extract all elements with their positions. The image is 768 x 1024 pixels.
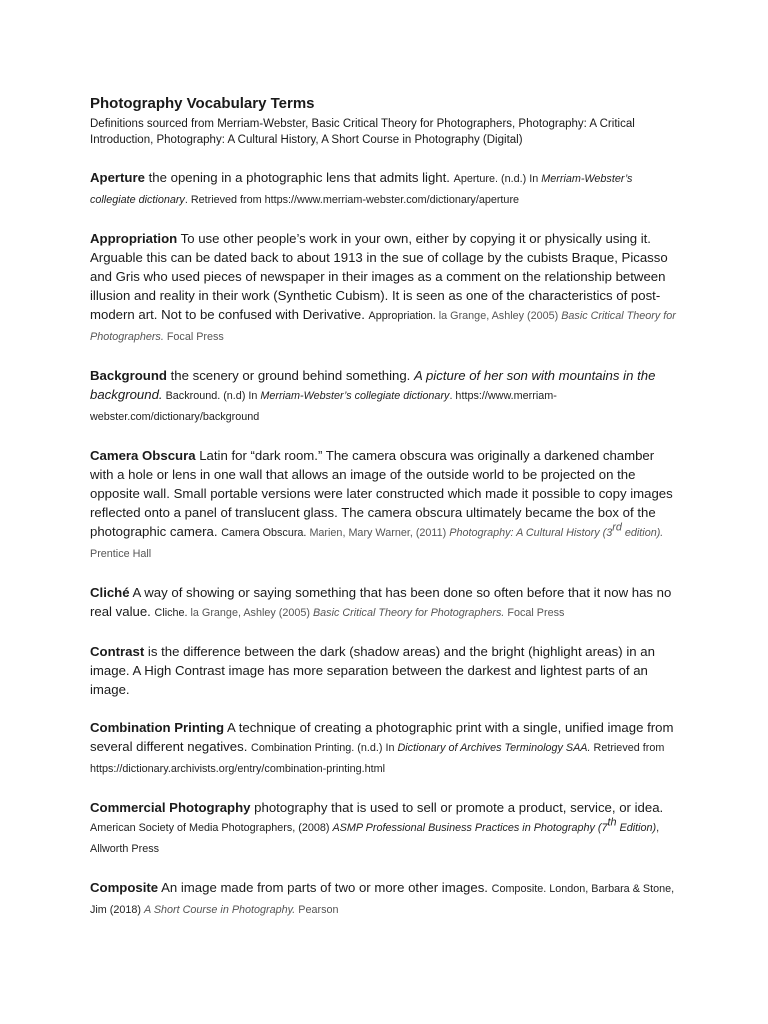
citation-commercial-photography-a: American Society of Media Photographers, (2008) [90,822,333,834]
citation-combination-printing-b: Dictionary of Archives Terminology SAA. [397,742,591,754]
citation-camera-obscura-a: Camera Obscura. [221,527,310,539]
definition-background: the scenery or ground behind something. [166,368,414,383]
entry-cliche [90,583,680,623]
citation-aperture-b: Merriam-Webster’s collegiate dictionary [90,173,633,206]
citation-appropriation-c: Basic Critical Theory for Photographers. [90,310,676,343]
document-title: Photography Vocabulary Terms [90,95,315,112]
entry-composite [90,878,680,920]
citation-aperture-c: . Retrieved from https://www.merriam-webster.com/dictionary/aperture [184,194,520,206]
term-commercial-photography: Commercial Photography [90,800,251,815]
citation-background-b: Merriam-Webster’s collegiate dictionary [260,390,450,402]
document-subtitle: Definitions sourced from Merriam-Webster, Basic Critical Theory for Photographers, Photography: A Critical Introduction, Photography: A Cultural History, A Short Course in Photography (Digital) [90,118,635,146]
citation-appropriation-a: Appropriation. [368,310,439,322]
citation-camera-obscura-b: Marien, Mary Warner, (2011) [309,527,450,539]
term-cliche: Cliché [90,585,130,600]
term-background: Background [90,368,167,383]
citation-commercial-photography-c: Edition) [616,822,657,834]
citation-camera-obscura-c: Photography: A Cultural History (3 [449,527,613,539]
definition-aperture: the opening in a photographic lens that admits light. [144,170,454,185]
definition-composite: An image made from parts of two or more other images. [158,880,492,895]
document-body [90,94,680,920]
entry-commercial-photography [90,798,680,859]
citation-commercial-photography-sup: th [607,816,617,829]
entry-contrast [90,642,680,699]
citation-camera-obscura-d: edition). [621,527,664,539]
entry-combination-printing [90,718,680,779]
citation-cliche-a: Cliche. [154,607,191,619]
citation-camera-obscura-sup: rd [612,521,622,534]
citation-camera-obscura-e: Prentice Hall [90,548,152,560]
entry-aperture [90,168,680,210]
entry-appropriation [90,229,680,347]
citation-cliche-b: la Grange, Ashley (2005) [190,607,313,619]
term-composite: Composite [90,880,159,895]
citation-commercial-photography-d: , Allworth Press [90,822,660,855]
citation-aperture-a: Aperture. (n.d.) In [453,173,542,185]
citation-cliche-d: Focal Press [504,607,565,619]
citation-composite-a: Composite. [491,883,550,895]
citation-commercial-photography-b: ASMP Professional Business Practices in Photography (7 [332,822,608,834]
citation-composite-d: Pearson [295,904,339,916]
term-contrast: Contrast [90,644,145,659]
entry-camera-obscura [90,446,680,564]
citation-background-a: Backround. (n.d) In [162,390,261,402]
term-aperture: Aperture [90,170,145,185]
example-background: A picture of her son with mountains in the background. [90,368,656,402]
citation-background-c: . https://www.merriam-webster.com/dictionary/background [90,390,557,423]
term-camera-obscura: Camera Obscura [90,448,196,463]
citation-combination-printing-a: Combination Printing. (n.d.) In [251,742,398,754]
citation-appropriation-b: la Grange, Ashley (2005) [438,310,562,322]
term-appropriation: Appropriation [90,231,178,246]
definition-combination-printing: A technique of creating a photographic print with a single, unified image from several different negatives. [90,720,674,754]
term-combination-printing: Combination Printing [90,720,225,735]
citation-composite-c: A Short Course in Photography. [144,904,296,916]
definition-camera-obscura: Latin for “dark room.” The camera obscura was originally a darkened chamber with a hole or lens in one wall that allows an image of the outside world to be projected on the opposite wall. Small portable versions were later constructed which made it possible to copy images reflected onto a panel of translucent glass. The camera obscura ultimately became the box of the photographic camera. [90,448,673,539]
citation-combination-printing-c: Retrieved from https://dictionary.archivists.org/entry/combination-printing.html [90,742,665,775]
definition-appropriation: To use other people’s work in your own, either by copying it or physically using it. Arguable this can be dated back to about 1913 in the sue of collage by the cubists Braque, Picasso and Gris who used pieces of newspaper in their images as a comment on the relationship between illusion and reality in their work (Synthetic Cubism). It is seen as one of the characteristics of post-modern art. Not to be confused with Derivative. [90,231,668,322]
citation-cliche-c: Basic Critical Theory for Photographers. [312,607,505,619]
entry-background [90,366,680,427]
citation-appropriation-d: Focal Press [163,331,224,343]
citation-composite-b: London, Barbara & Stone, Jim (2018) [90,883,675,916]
definition-commercial-photography: photography that is used to sell or promote a product, service, or idea. [250,800,664,815]
definition-contrast: is the difference between the dark (shadow areas) and the bright (highlight areas) in an image. A High Contrast image has more separation between the darkest and lightest parts of an image. [90,644,655,697]
definition-cliche: A way of showing or saying something that has been done so often before that it now has no real value. [90,585,672,619]
